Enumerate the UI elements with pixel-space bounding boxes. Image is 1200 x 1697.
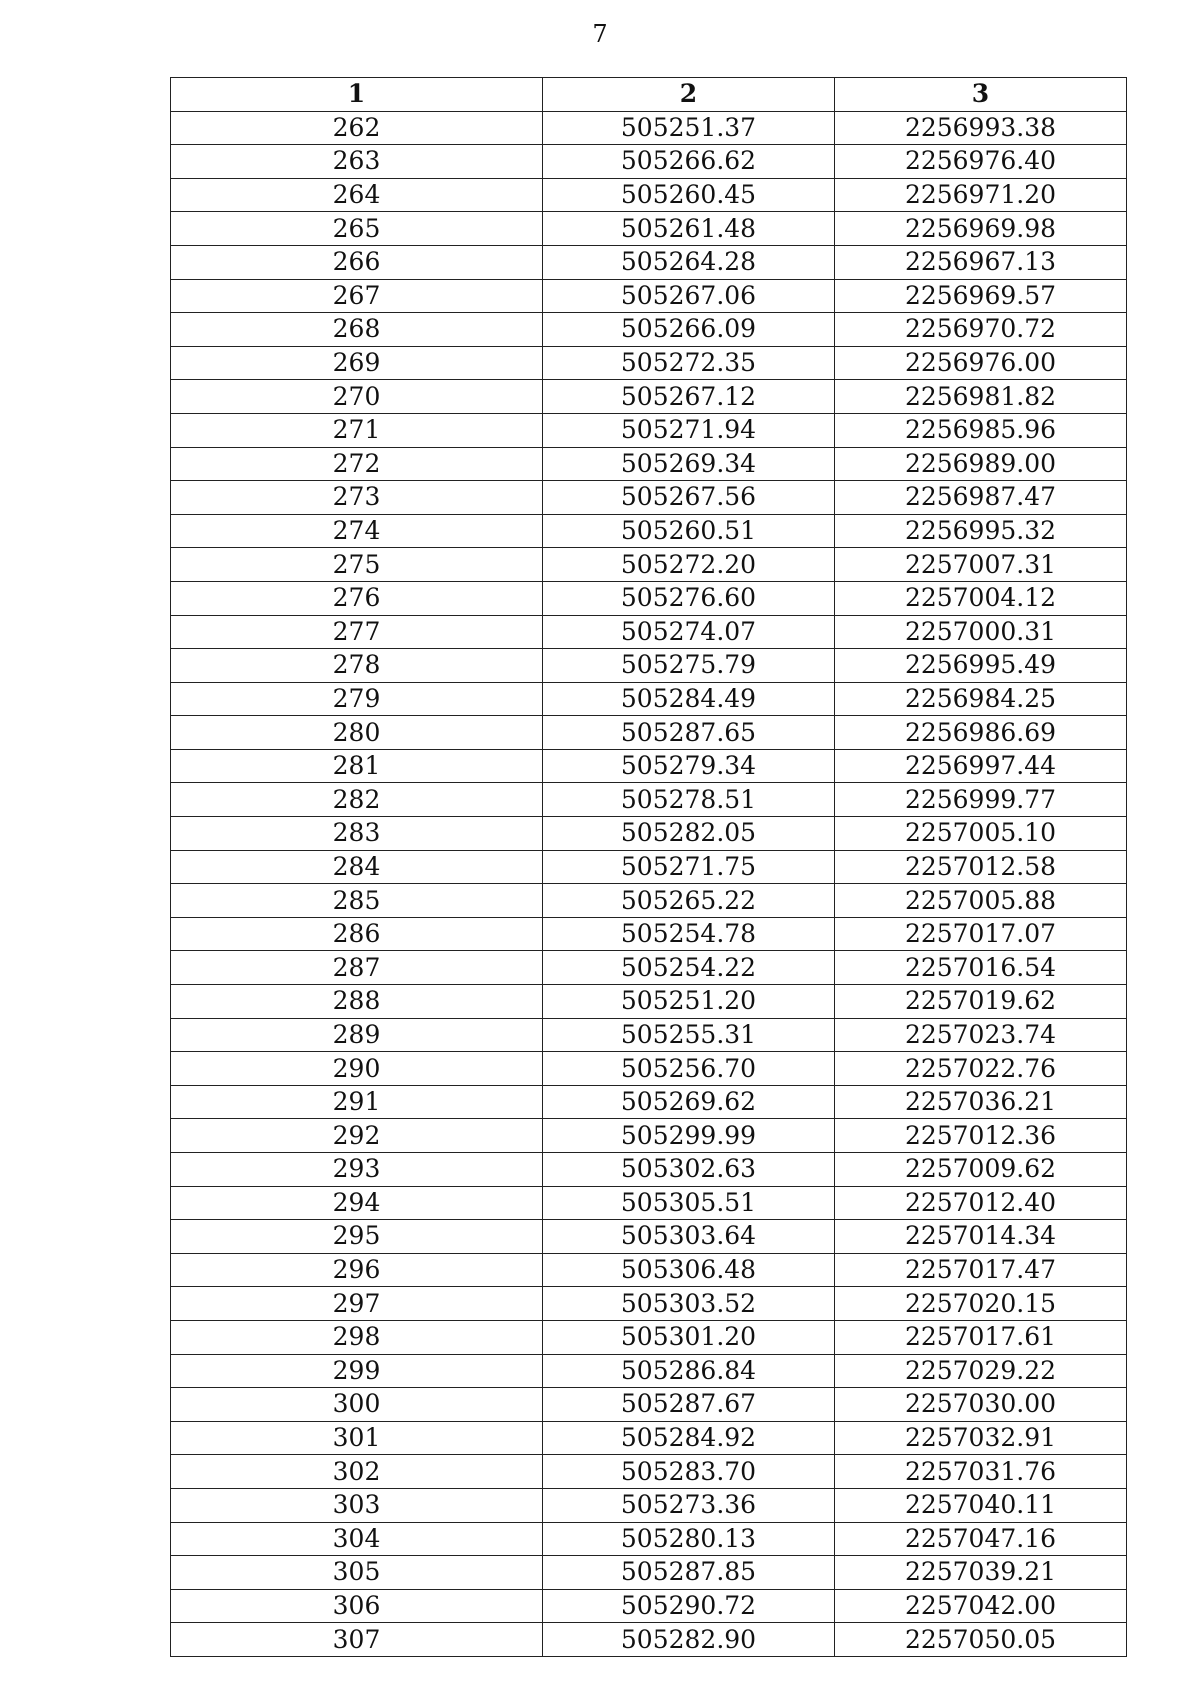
x-coordinate-cell: 505305.51 [543, 1186, 835, 1220]
column-header-2: 2 [543, 78, 835, 112]
point-number-cell: 303 [171, 1488, 543, 1522]
y-coordinate-cell: 2256970.72 [835, 313, 1127, 347]
point-number-cell: 286 [171, 917, 543, 951]
point-number-cell: 293 [171, 1153, 543, 1187]
y-coordinate-cell: 2257000.31 [835, 615, 1127, 649]
point-number-cell: 294 [171, 1186, 543, 1220]
x-coordinate-cell: 505287.67 [543, 1388, 835, 1422]
x-coordinate-cell: 505284.49 [543, 682, 835, 716]
y-coordinate-cell: 2256976.00 [835, 346, 1127, 380]
x-coordinate-cell: 505273.36 [543, 1488, 835, 1522]
table-row [171, 1556, 1127, 1590]
point-number-cell: 274 [171, 514, 543, 548]
table-row [171, 1388, 1127, 1422]
table-row [171, 1119, 1127, 1153]
table-row [171, 514, 1127, 548]
point-number-cell: 270 [171, 380, 543, 414]
point-number-cell: 268 [171, 313, 543, 347]
point-number-cell: 304 [171, 1522, 543, 1556]
y-coordinate-cell: 2257023.74 [835, 1018, 1127, 1052]
table-row [171, 145, 1127, 179]
page-number: 7 [592, 20, 608, 48]
x-coordinate-cell: 505272.20 [543, 548, 835, 582]
y-coordinate-cell: 2257029.22 [835, 1354, 1127, 1388]
column-header-1: 1 [171, 78, 543, 112]
table-row [171, 581, 1127, 615]
y-coordinate-cell: 2257005.10 [835, 817, 1127, 851]
x-coordinate-cell: 505264.28 [543, 245, 835, 279]
point-number-cell: 263 [171, 145, 543, 179]
x-coordinate-cell: 505251.37 [543, 111, 835, 145]
table-row [171, 1220, 1127, 1254]
x-coordinate-cell: 505271.75 [543, 850, 835, 884]
y-coordinate-cell: 2257014.34 [835, 1220, 1127, 1254]
table-row [171, 985, 1127, 1019]
point-number-cell: 281 [171, 749, 543, 783]
table-row [171, 917, 1127, 951]
x-coordinate-cell: 505276.60 [543, 581, 835, 615]
y-coordinate-cell: 2256967.13 [835, 245, 1127, 279]
table-body [171, 111, 1127, 1656]
table-row [171, 1186, 1127, 1220]
x-coordinate-cell: 505284.92 [543, 1421, 835, 1455]
point-number-cell: 299 [171, 1354, 543, 1388]
y-coordinate-cell: 2257050.05 [835, 1623, 1127, 1657]
y-coordinate-cell: 2256984.25 [835, 682, 1127, 716]
y-coordinate-cell: 2257012.36 [835, 1119, 1127, 1153]
y-coordinate-cell: 2256969.57 [835, 279, 1127, 313]
x-coordinate-cell: 505266.09 [543, 313, 835, 347]
point-number-cell: 301 [171, 1421, 543, 1455]
y-coordinate-cell: 2256981.82 [835, 380, 1127, 414]
y-coordinate-cell: 2257017.47 [835, 1253, 1127, 1287]
table-row [171, 1488, 1127, 1522]
coordinates-table [170, 77, 1127, 1657]
x-coordinate-cell: 505282.05 [543, 817, 835, 851]
y-coordinate-cell: 2256999.77 [835, 783, 1127, 817]
table-row [171, 1522, 1127, 1556]
point-number-cell: 271 [171, 413, 543, 447]
point-number-cell: 284 [171, 850, 543, 884]
y-coordinate-cell: 2257031.76 [835, 1455, 1127, 1489]
x-coordinate-cell: 505274.07 [543, 615, 835, 649]
table-row [171, 1589, 1127, 1623]
x-coordinate-cell: 505261.48 [543, 212, 835, 246]
x-coordinate-cell: 505260.45 [543, 178, 835, 212]
table-row [171, 850, 1127, 884]
table-row [171, 1253, 1127, 1287]
point-number-cell: 282 [171, 783, 543, 817]
table-row [171, 1421, 1127, 1455]
x-coordinate-cell: 505287.85 [543, 1556, 835, 1590]
x-coordinate-cell: 505290.72 [543, 1589, 835, 1623]
table-row [171, 1085, 1127, 1119]
point-number-cell: 266 [171, 245, 543, 279]
y-coordinate-cell: 2257012.58 [835, 850, 1127, 884]
x-coordinate-cell: 505280.13 [543, 1522, 835, 1556]
table-row [171, 1320, 1127, 1354]
y-coordinate-cell: 2257012.40 [835, 1186, 1127, 1220]
point-number-cell: 306 [171, 1589, 543, 1623]
x-coordinate-cell: 505266.62 [543, 145, 835, 179]
table-row [171, 1052, 1127, 1086]
x-coordinate-cell: 505267.06 [543, 279, 835, 313]
point-number-cell: 275 [171, 548, 543, 582]
table-row [171, 548, 1127, 582]
y-coordinate-cell: 2256969.98 [835, 212, 1127, 246]
table-row [171, 245, 1127, 279]
point-number-cell: 273 [171, 481, 543, 515]
point-number-cell: 291 [171, 1085, 543, 1119]
y-coordinate-cell: 2257040.11 [835, 1488, 1127, 1522]
table-row [171, 279, 1127, 313]
x-coordinate-cell: 505271.94 [543, 413, 835, 447]
point-number-cell: 267 [171, 279, 543, 313]
point-number-cell: 289 [171, 1018, 543, 1052]
point-number-cell: 287 [171, 951, 543, 985]
table-row [171, 1287, 1127, 1321]
table-row [171, 783, 1127, 817]
x-coordinate-cell: 505254.22 [543, 951, 835, 985]
x-coordinate-cell: 505255.31 [543, 1018, 835, 1052]
x-coordinate-cell: 505267.12 [543, 380, 835, 414]
table-row [171, 951, 1127, 985]
x-coordinate-cell: 505272.35 [543, 346, 835, 380]
y-coordinate-cell: 2256997.44 [835, 749, 1127, 783]
point-number-cell: 285 [171, 884, 543, 918]
x-coordinate-cell: 505302.63 [543, 1153, 835, 1187]
x-coordinate-cell: 505301.20 [543, 1320, 835, 1354]
y-coordinate-cell: 2257042.00 [835, 1589, 1127, 1623]
y-coordinate-cell: 2257017.07 [835, 917, 1127, 951]
table-row [171, 817, 1127, 851]
table-row [171, 1623, 1127, 1657]
x-coordinate-cell: 505260.51 [543, 514, 835, 548]
point-number-cell: 300 [171, 1388, 543, 1422]
table-row [171, 1018, 1127, 1052]
x-coordinate-cell: 505265.22 [543, 884, 835, 918]
table-row [171, 1153, 1127, 1187]
table-row [171, 447, 1127, 481]
table-row [171, 1455, 1127, 1489]
table-row [171, 1354, 1127, 1388]
table-row [171, 111, 1127, 145]
point-number-cell: 262 [171, 111, 543, 145]
y-coordinate-cell: 2257032.91 [835, 1421, 1127, 1455]
y-coordinate-cell: 2256985.96 [835, 413, 1127, 447]
table-row [171, 346, 1127, 380]
x-coordinate-cell: 505299.99 [543, 1119, 835, 1153]
point-number-cell: 288 [171, 985, 543, 1019]
y-coordinate-cell: 2257016.54 [835, 951, 1127, 985]
y-coordinate-cell: 2257004.12 [835, 581, 1127, 615]
point-number-cell: 280 [171, 716, 543, 750]
x-coordinate-cell: 505254.78 [543, 917, 835, 951]
y-coordinate-cell: 2257020.15 [835, 1287, 1127, 1321]
y-coordinate-cell: 2257039.21 [835, 1556, 1127, 1590]
x-coordinate-cell: 505282.90 [543, 1623, 835, 1657]
point-number-cell: 279 [171, 682, 543, 716]
y-coordinate-cell: 2257036.21 [835, 1085, 1127, 1119]
point-number-cell: 265 [171, 212, 543, 246]
point-number-cell: 276 [171, 581, 543, 615]
y-coordinate-cell: 2256976.40 [835, 145, 1127, 179]
x-coordinate-cell: 505256.70 [543, 1052, 835, 1086]
point-number-cell: 305 [171, 1556, 543, 1590]
y-coordinate-cell: 2256971.20 [835, 178, 1127, 212]
y-coordinate-cell: 2256995.49 [835, 649, 1127, 683]
point-number-cell: 295 [171, 1220, 543, 1254]
x-coordinate-cell: 505269.62 [543, 1085, 835, 1119]
table-row [171, 413, 1127, 447]
table-row [171, 749, 1127, 783]
point-number-cell: 283 [171, 817, 543, 851]
y-coordinate-cell: 2257005.88 [835, 884, 1127, 918]
x-coordinate-cell: 505286.84 [543, 1354, 835, 1388]
point-number-cell: 278 [171, 649, 543, 683]
table-row [171, 615, 1127, 649]
y-coordinate-cell: 2256987.47 [835, 481, 1127, 515]
table-row [171, 682, 1127, 716]
y-coordinate-cell: 2257017.61 [835, 1320, 1127, 1354]
table-row [171, 649, 1127, 683]
y-coordinate-cell: 2257007.31 [835, 548, 1127, 582]
point-number-cell: 290 [171, 1052, 543, 1086]
x-coordinate-cell: 505279.34 [543, 749, 835, 783]
y-coordinate-cell: 2256993.38 [835, 111, 1127, 145]
table-row [171, 380, 1127, 414]
x-coordinate-cell: 505283.70 [543, 1455, 835, 1489]
y-coordinate-cell: 2256989.00 [835, 447, 1127, 481]
x-coordinate-cell: 505278.51 [543, 783, 835, 817]
x-coordinate-cell: 505306.48 [543, 1253, 835, 1287]
header-row [171, 78, 1127, 112]
point-number-cell: 264 [171, 178, 543, 212]
y-coordinate-cell: 2257022.76 [835, 1052, 1127, 1086]
point-number-cell: 302 [171, 1455, 543, 1489]
table-row [171, 481, 1127, 515]
table-header [171, 78, 1127, 112]
x-coordinate-cell: 505303.52 [543, 1287, 835, 1321]
point-number-cell: 307 [171, 1623, 543, 1657]
point-number-cell: 296 [171, 1253, 543, 1287]
y-coordinate-cell: 2256995.32 [835, 514, 1127, 548]
column-header-3: 3 [835, 78, 1127, 112]
point-number-cell: 292 [171, 1119, 543, 1153]
y-coordinate-cell: 2257047.16 [835, 1522, 1127, 1556]
point-number-cell: 277 [171, 615, 543, 649]
point-number-cell: 272 [171, 447, 543, 481]
x-coordinate-cell: 505303.64 [543, 1220, 835, 1254]
x-coordinate-cell: 505251.20 [543, 985, 835, 1019]
point-number-cell: 297 [171, 1287, 543, 1321]
point-number-cell: 298 [171, 1320, 543, 1354]
point-number-cell: 269 [171, 346, 543, 380]
table-row [171, 178, 1127, 212]
table-row [171, 212, 1127, 246]
y-coordinate-cell: 2256986.69 [835, 716, 1127, 750]
y-coordinate-cell: 2257009.62 [835, 1153, 1127, 1187]
table-row [171, 884, 1127, 918]
table-row [171, 313, 1127, 347]
table-row [171, 716, 1127, 750]
y-coordinate-cell: 2257030.00 [835, 1388, 1127, 1422]
x-coordinate-cell: 505269.34 [543, 447, 835, 481]
x-coordinate-cell: 505287.65 [543, 716, 835, 750]
y-coordinate-cell: 2257019.62 [835, 985, 1127, 1019]
x-coordinate-cell: 505267.56 [543, 481, 835, 515]
x-coordinate-cell: 505275.79 [543, 649, 835, 683]
